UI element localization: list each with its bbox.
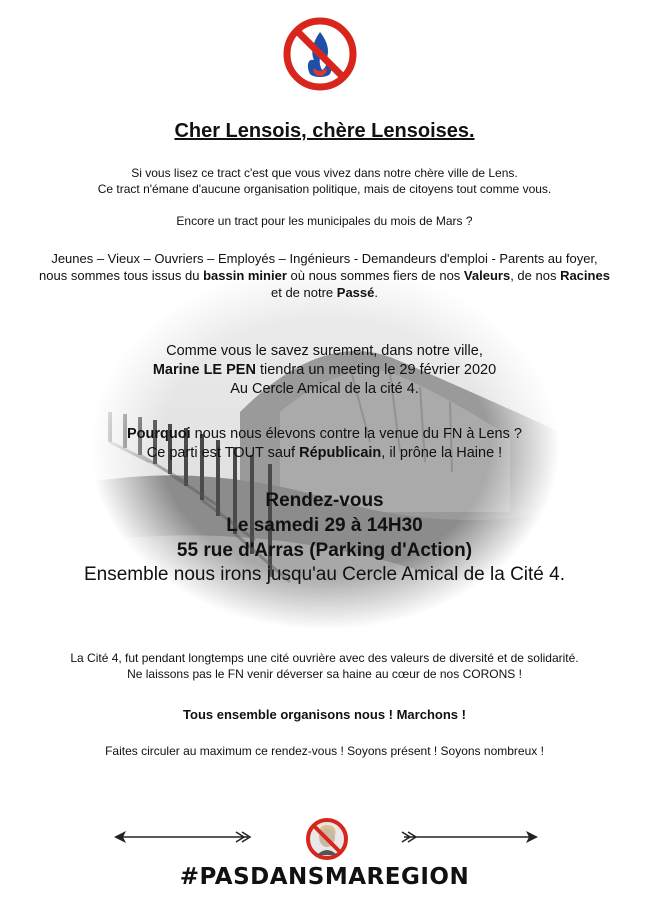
rendezvous-address: 55 rue d'Arras (Parking d'Action) [176, 540, 473, 561]
why-line-1 [0, 425, 649, 444]
intro-line-2: Ce tract n'émane d'aucune organisation politique, mais de citoyens tout comme vous. [97, 182, 552, 196]
intro-line-1: Si vous lisez ce tract c'est que vous vivez dans notre chère ville de Lens. [131, 166, 518, 180]
rendezvous-date: Le samedi 29 à 14H30 [226, 515, 423, 536]
no-fn-flame-icon [282, 16, 358, 92]
rendezvous-heading: Rendez-vous [265, 490, 384, 511]
no-le-pen-icon [305, 817, 349, 861]
people-bold-passe: Passé [336, 285, 375, 300]
why-text-part: nous nous élevons contre la venue du FN à Lens ? [190, 426, 522, 442]
why-text-part: , il prône la Haine ! [381, 445, 503, 461]
hashtag-text: #PASDANSMAREGION [179, 864, 470, 890]
people-bold-racines: Racines [560, 268, 610, 283]
people-line-1: Jeunes – Vieux – Ouvriers – Employés – Ingénieurs - Demandeurs d'emploi - Parents au foyer, [51, 251, 598, 266]
people-text [0, 250, 649, 301]
meeting-line-3: Au Cercle Amical de la cité 4. [230, 381, 419, 397]
people-text-part: et de notre [271, 285, 337, 300]
cite-line-2: Ne laissons pas le FN venir déverser sa haine au cœur de nos CORONS ! [127, 667, 522, 681]
people-line-3 [0, 284, 649, 301]
why-text-part: Ce parti est TOUT sauf [146, 445, 300, 461]
people-bold-valeurs: Valeurs [463, 268, 511, 283]
page-title: Cher Lensois, chère Lensoises. [174, 120, 475, 142]
people-bold-bassin: bassin minier [203, 268, 287, 283]
why-line-2 [0, 444, 649, 463]
meeting-line-2 [0, 361, 649, 380]
cite-line-1: La Cité 4, fut pendant longtemps une cité ouvrière avec des valeurs de diversité et de solidarité. [70, 651, 579, 665]
arrow-left-icon [112, 822, 252, 852]
cite-text [0, 650, 649, 682]
meeting-line-1: Comme vous le savez surement, dans notre ville, [166, 343, 483, 359]
meeting-text [0, 342, 649, 399]
people-line-2 [0, 267, 649, 284]
meeting-name-bold: Marine LE PEN [152, 362, 256, 378]
question-text: Encore un tract pour les municipales du mois de Mars ? [176, 214, 473, 228]
people-text-part: nous sommes tous issus du [39, 268, 204, 283]
rendezvous-block [0, 488, 649, 587]
intro-text [0, 165, 649, 197]
why-bold-republicain: Républicain [299, 445, 382, 461]
meeting-date-text: tiendra un meeting le 29 février 2020 [255, 362, 497, 378]
rendezvous-destination: Ensemble nous irons jusqu'au Cercle Amical de la Cité 4. [84, 564, 565, 585]
rally-text: Tous ensemble organisons nous ! Marchons ! [183, 707, 466, 722]
why-bold: Pourquoi [127, 426, 191, 442]
people-text-part: . [374, 285, 378, 300]
people-text-part: où nous sommes fiers de nos [286, 268, 464, 283]
people-text-part: , de nos [510, 268, 561, 283]
circulate-text: Faites circuler au maximum ce rendez-vous ! Soyons présent ! Soyons nombreux ! [105, 744, 544, 758]
why-text [0, 425, 649, 463]
arrow-right-icon [400, 822, 540, 852]
